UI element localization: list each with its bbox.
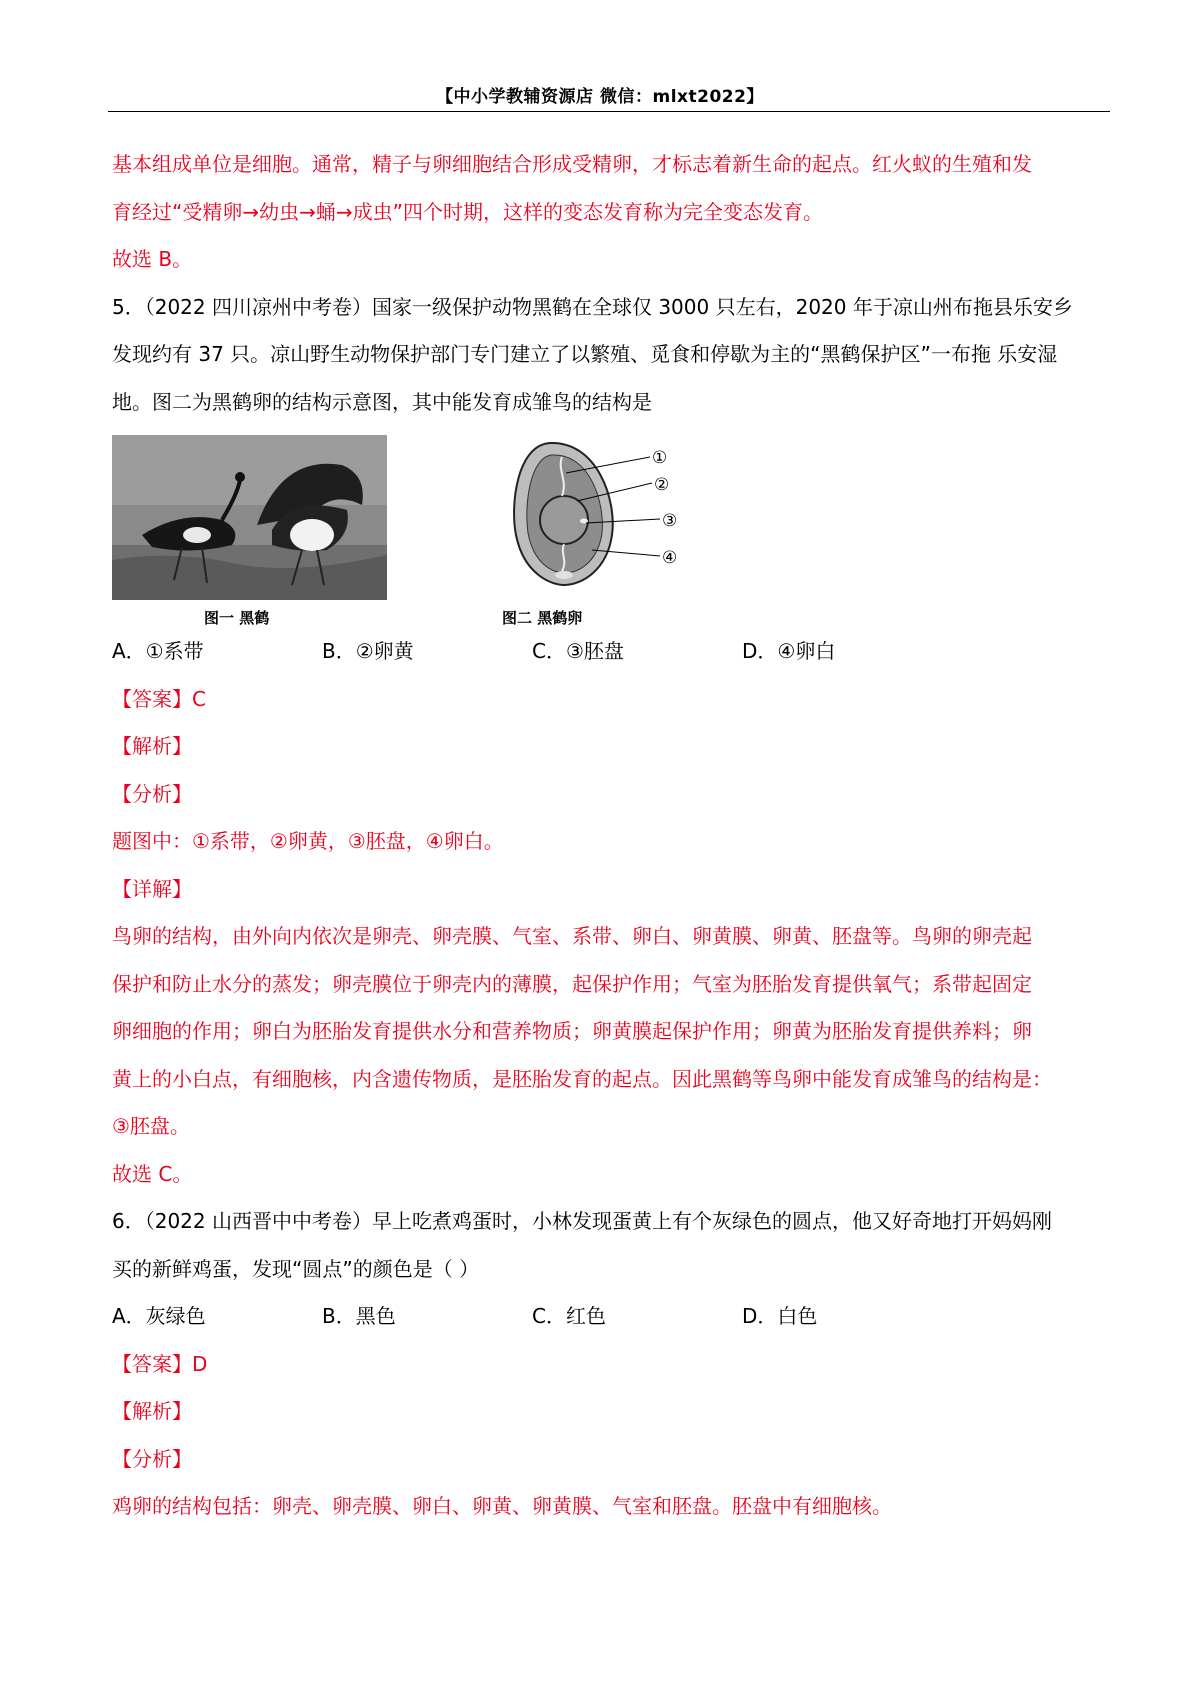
q6-option-a[interactable]: A．灰绿色 (112, 1304, 206, 1328)
q6-stem-line-1: 6．（2022 山西晋中中考卷）早上吃煮鸡蛋时，小林发现蛋黄上有个灰绿色的圆点，他又好奇地打开妈妈刚 (112, 1209, 1052, 1233)
q5-detail-heading: 【详解】 (112, 876, 192, 901)
q5-option-d[interactable]: D．④卵白 (742, 639, 836, 663)
figure-2-caption: 图二 黑鹤卵 (502, 609, 583, 627)
q5-answer: 【答案】C (112, 686, 206, 711)
q5-analysis-heading: 【解析】 (112, 734, 192, 758)
q5-figures (112, 435, 1102, 635)
q5-option-b[interactable]: B．②卵黄 (322, 639, 414, 663)
q6-fenxi-text: 鸡卵的结构包括：卵壳、卵壳膜、卵白、卵黄、卵黄膜、气室和胚盘。胚盘中有细胞核。 (112, 1494, 892, 1518)
q6-options (112, 1300, 1102, 1348)
q5-options (112, 635, 1102, 683)
document-body (112, 148, 1102, 1538)
egg-label-3: ③ (662, 511, 678, 531)
black-crane-photo-image (112, 435, 387, 600)
header-rule (108, 111, 1110, 112)
q6-stem-line-2: 买的新鲜鸡蛋，发现“圆点”的颜色是（ ） (112, 1256, 480, 1281)
egg-structure-diagram (502, 435, 762, 635)
q5-detail-line-1: 鸟卵的结构，由外向内依次是卵壳、卵壳膜、气室、系带、卵白、卵黄膜、卵黄、胚盘等。鸟卵的卵壳起 (112, 924, 1032, 948)
q5-stem-line-1: 5．（2022 四川凉州中考卷）国家一级保护动物黑鹤在全球仅 3000 只左右，2020 年于凉山州布拖县乐安乡 (112, 294, 1073, 319)
q5-detail-line-3: 卵细胞的作用；卵白为胚胎发育提供水分和营养物质；卵黄膜起保护作用；卵黄为胚胎发育提供养料；卵 (112, 1019, 1032, 1043)
q6-option-b[interactable]: B．黑色 (322, 1304, 396, 1328)
egg-label-2: ② (654, 475, 670, 495)
egg-diagram-image (502, 435, 702, 595)
q5-detail-line-5: ③胚盘。 (112, 1114, 190, 1138)
continuation-conclusion: 故选 B。 (112, 247, 193, 271)
egg-label-4: ④ (662, 548, 678, 568)
q5-conclusion: 故选 C。 (112, 1161, 193, 1186)
q6-answer: 【答案】D (112, 1351, 208, 1376)
page-header: 【中小学教辅资源店 微信：mlxt2022】 (436, 87, 764, 107)
egg-label-1: ① (652, 448, 668, 468)
q6-fenxi-heading: 【分析】 (112, 1446, 192, 1471)
q5-detail-line-4: 黄上的小白点，有细胞核，内含遗传物质，是胚胎发育的起点。因此黑鹤等鸟卵中能发育成雏鸟的结构是： (112, 1066, 1052, 1091)
q5-option-a[interactable]: A．①系带 (112, 639, 204, 663)
figure-1-caption: 图一 黑鹤 (204, 609, 270, 627)
q6-analysis-heading: 【解析】 (112, 1399, 192, 1423)
q6-option-c[interactable]: C．红色 (532, 1304, 606, 1328)
q5-fenxi-text: 题图中：①系带，②卵黄，③胚盘，④卵白。 (112, 829, 504, 853)
q5-detail-line-2: 保护和防止水分的蒸发；卵壳膜位于卵壳内的薄膜，起保护作用；气室为胚胎发育提供氧气；系带起固定 (112, 971, 1032, 996)
q6-option-d[interactable]: D．白色 (742, 1304, 818, 1328)
continuation-line-2: 育经过“受精卵→幼虫→蛹→成虫”四个时期，这样的变态发育称为完全变态发育。 (112, 199, 823, 224)
q5-stem-line-3: 地。图二为黑鹤卵的结构示意图，其中能发育成雏鸟的结构是 (112, 389, 652, 414)
q5-stem-line-2: 发现约有 37 只。凉山野生动物保护部门专门建立了以繁殖、觅食和停歇为主的“黑鹤保护区”一布拖 乐安湿 (112, 342, 1058, 366)
continuation-line-1: 基本组成单位是细胞。通常，精子与卵细胞结合形成受精卵，才标志着新生命的起点。红火蚁的生殖和发 (112, 152, 1032, 176)
q5-option-c[interactable]: C．③胚盘 (532, 639, 624, 663)
q5-fenxi-heading: 【分析】 (112, 781, 192, 806)
black-crane-photo (112, 435, 387, 635)
